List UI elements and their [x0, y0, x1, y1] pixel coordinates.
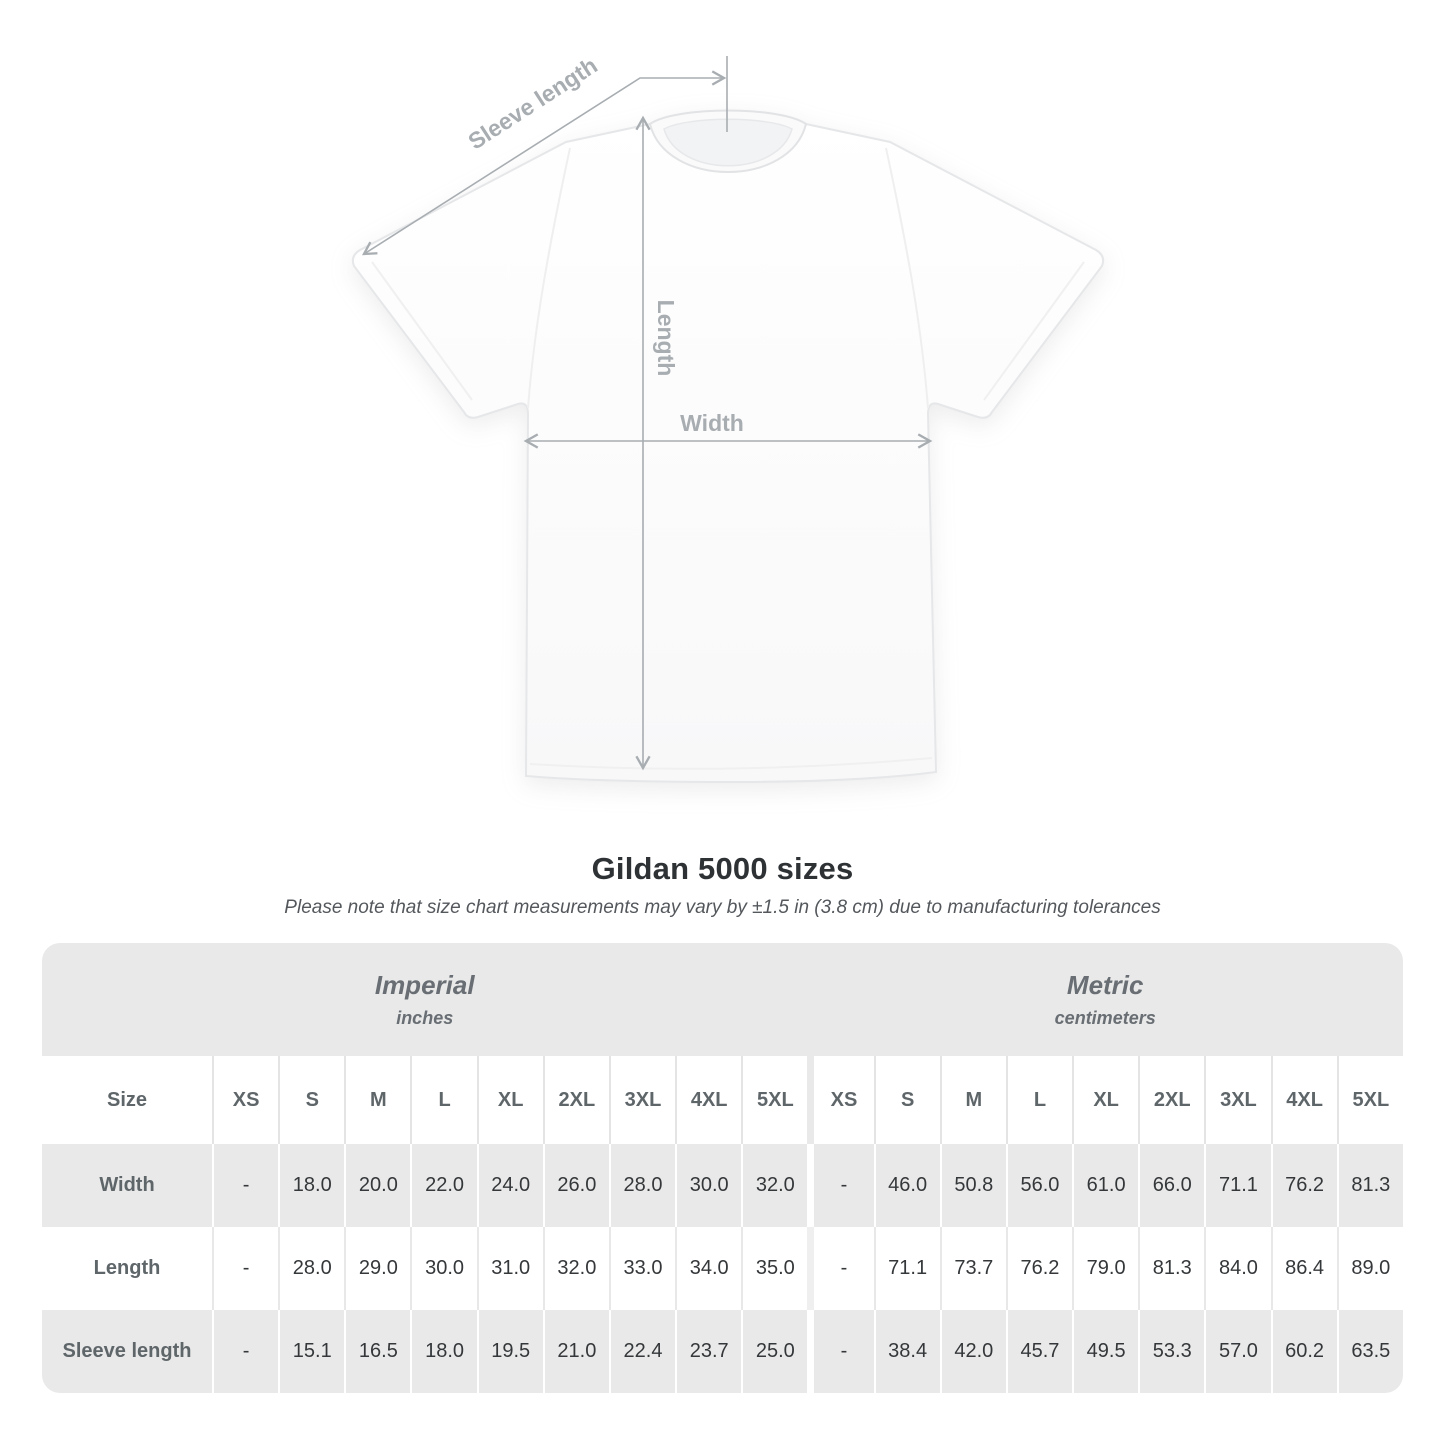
width-metric-m: 50.8 — [940, 1144, 1006, 1227]
sleeve-imperial-3xl: 22.4 — [609, 1310, 675, 1393]
sleeve-metric-4xl: 60.2 — [1271, 1310, 1337, 1393]
sleeve-length-label: Sleeve length — [463, 52, 602, 155]
length-metric-s: 71.1 — [874, 1227, 940, 1310]
table-row-width — [42, 1144, 1403, 1227]
length-imperial-3xl: 33.0 — [609, 1227, 675, 1310]
width-metric-xl: 61.0 — [1072, 1144, 1138, 1227]
size-header-imperial-2xl: 2XL — [543, 1056, 609, 1144]
imperial-unit: inches — [396, 1008, 454, 1028]
sleeve-imperial-4xl: 23.7 — [675, 1310, 741, 1393]
imperial-group-header — [42, 943, 807, 1056]
width-metric-s: 46.0 — [874, 1144, 940, 1227]
width-imperial-xl: 24.0 — [477, 1144, 543, 1227]
tshirt-shape — [353, 111, 1103, 783]
size-header-imperial-xl: XL — [477, 1056, 543, 1144]
length-metric-xs: - — [807, 1227, 873, 1310]
width-imperial-5xl: 32.0 — [741, 1144, 807, 1227]
size-header-imperial-l: L — [410, 1056, 476, 1144]
table-row-sleeve-length — [42, 1310, 1403, 1393]
sleeve-imperial-5xl: 25.0 — [741, 1310, 807, 1393]
size-table-container — [42, 943, 1403, 1393]
length-metric-m: 73.7 — [940, 1227, 1006, 1310]
sleeve-metric-s: 38.4 — [874, 1310, 940, 1393]
size-header-metric-5xl: 5XL — [1337, 1056, 1403, 1144]
width-imperial-xs: - — [212, 1144, 278, 1227]
size-header-metric-l: L — [1006, 1056, 1072, 1144]
width-imperial-m: 20.0 — [344, 1144, 410, 1227]
sleeve-metric-xs: - — [807, 1310, 873, 1393]
sleeve-metric-3xl: 57.0 — [1204, 1310, 1270, 1393]
size-header-imperial-xs: XS — [212, 1056, 278, 1144]
length-metric-4xl: 86.4 — [1271, 1227, 1337, 1310]
tolerance-note: Please note that size chart measurements may vary by ±1.5 in (3.8 cm) due to manufacturing tolerances — [284, 897, 1161, 918]
sleeve-imperial-s: 15.1 — [278, 1310, 344, 1393]
size-header-row — [42, 1056, 1403, 1144]
size-table — [42, 943, 1403, 1393]
width-imperial-2xl: 26.0 — [543, 1144, 609, 1227]
length-imperial-2xl: 32.0 — [543, 1227, 609, 1310]
metric-unit: centimeters — [1054, 1008, 1156, 1028]
width-metric-l: 56.0 — [1006, 1144, 1072, 1227]
length-imperial-s: 28.0 — [278, 1227, 344, 1310]
size-header-imperial-s: S — [278, 1056, 344, 1144]
length-metric-5xl: 89.0 — [1337, 1227, 1403, 1310]
width-metric-5xl: 81.3 — [1337, 1144, 1403, 1227]
length-metric-3xl: 84.0 — [1204, 1227, 1270, 1310]
length-imperial-5xl: 35.0 — [741, 1227, 807, 1310]
sleeve-imperial-l: 18.0 — [410, 1310, 476, 1393]
row-label-length: Length — [42, 1227, 212, 1310]
sleeve-metric-5xl: 63.5 — [1337, 1310, 1403, 1393]
sleeve-imperial-2xl: 21.0 — [543, 1310, 609, 1393]
table-row-length — [42, 1227, 1403, 1310]
width-imperial-s: 18.0 — [278, 1144, 344, 1227]
size-header-metric-xl: XL — [1072, 1056, 1138, 1144]
length-imperial-4xl: 34.0 — [675, 1227, 741, 1310]
size-header-imperial-4xl: 4XL — [675, 1056, 741, 1144]
size-header-imperial-3xl: 3XL — [609, 1056, 675, 1144]
sleeve-metric-m: 42.0 — [940, 1310, 1006, 1393]
page-title: Gildan 5000 sizes — [591, 851, 854, 886]
length-imperial-m: 29.0 — [344, 1227, 410, 1310]
imperial-label: Imperial — [374, 970, 475, 1000]
width-metric-3xl: 71.1 — [1204, 1144, 1270, 1227]
size-header-metric-m: M — [940, 1056, 1006, 1144]
size-header-imperial-m: M — [344, 1056, 410, 1144]
width-imperial-3xl: 28.0 — [609, 1144, 675, 1227]
sleeve-imperial-m: 16.5 — [344, 1310, 410, 1393]
size-header-metric-xs: XS — [807, 1056, 873, 1144]
length-imperial-l: 30.0 — [410, 1227, 476, 1310]
sleeve-imperial-xs: - — [212, 1310, 278, 1393]
length-imperial-xl: 31.0 — [477, 1227, 543, 1310]
sleeve-metric-2xl: 53.3 — [1138, 1310, 1204, 1393]
size-header-metric-4xl: 4XL — [1271, 1056, 1337, 1144]
size-header-imperial-5xl: 5XL — [741, 1056, 807, 1144]
chart-heading — [0, 851, 1445, 919]
sleeve-metric-xl: 49.5 — [1072, 1310, 1138, 1393]
metric-label: Metric — [1066, 970, 1144, 1000]
width-metric-xs: - — [807, 1144, 873, 1227]
sleeve-imperial-xl: 19.5 — [477, 1310, 543, 1393]
row-label-sleeve-length: Sleeve length — [42, 1310, 212, 1393]
length-label: Length — [652, 299, 679, 377]
width-imperial-l: 22.0 — [410, 1144, 476, 1227]
length-metric-xl: 79.0 — [1072, 1227, 1138, 1310]
width-label: Width — [680, 410, 744, 436]
size-header-metric-s: S — [874, 1056, 940, 1144]
length-imperial-xs: - — [212, 1227, 278, 1310]
width-metric-4xl: 76.2 — [1271, 1144, 1337, 1227]
metric-group-header — [807, 943, 1403, 1056]
size-column-header: Size — [42, 1056, 212, 1144]
size-header-metric-2xl: 2XL — [1138, 1056, 1204, 1144]
width-imperial-4xl: 30.0 — [675, 1144, 741, 1227]
row-label-width: Width — [42, 1144, 212, 1227]
length-metric-2xl: 81.3 — [1138, 1227, 1204, 1310]
unit-group-row — [42, 943, 1403, 1056]
size-header-metric-3xl: 3XL — [1204, 1056, 1270, 1144]
sleeve-metric-l: 45.7 — [1006, 1310, 1072, 1393]
length-metric-l: 76.2 — [1006, 1227, 1072, 1310]
width-metric-2xl: 66.0 — [1138, 1144, 1204, 1227]
